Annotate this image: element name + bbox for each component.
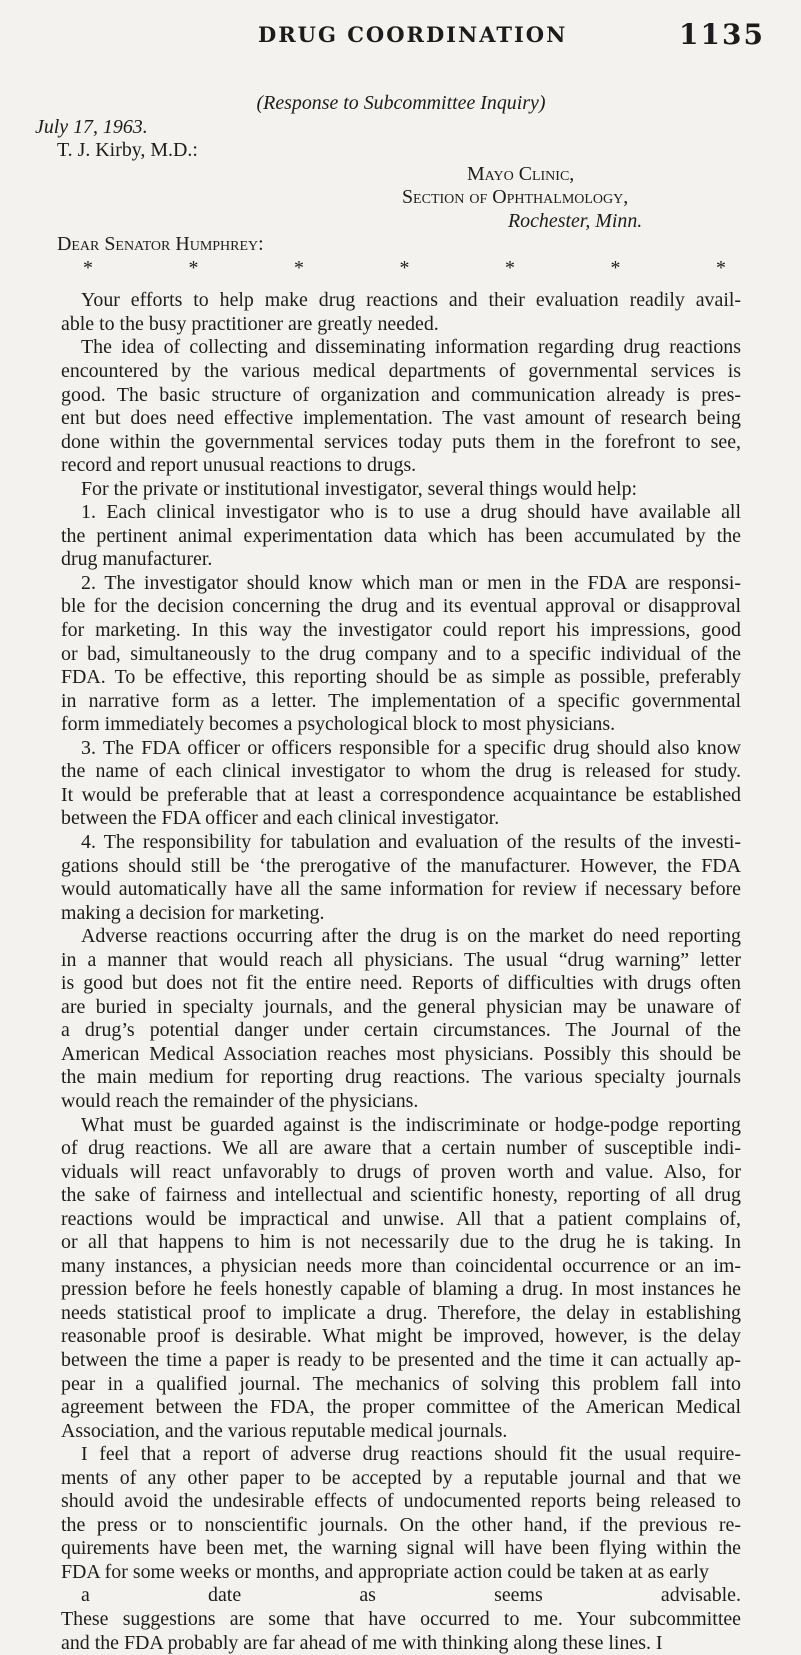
ellipsis-star: *: [188, 256, 199, 279]
text-line: the name of each clinical investigator to whom the drug is released for study.: [61, 760, 741, 783]
ellipsis-star: *: [505, 256, 515, 279]
address-line-2: Section of Ophthalmology,: [402, 186, 629, 209]
running-head: [0, 18, 801, 56]
text-line: the pertinent animal experimentation data which has been accumulated by the: [61, 524, 741, 547]
text-line: should avoid the undesirable effects of undocumented reports being released to: [61, 1490, 741, 1513]
text-line: ent but does need effective implementation. The vast amount of research being: [61, 407, 741, 430]
text-line: form immediately becomes a psychological block to most physicians.: [61, 713, 616, 736]
caption: (Response to Subcommittee Inquiry): [256, 92, 546, 114]
text-line: is good but does not fit the entire need. Reports of difficulties with drugs often: [61, 972, 741, 995]
text-line: a drug’s potential danger under certain circumstances. The Journal of the: [61, 1019, 741, 1042]
text-line: It would be preferable that at least a correspondence acquaintance be established: [61, 783, 741, 806]
text-line: or bad, simultaneously to the drug company and to a specific individual of the: [61, 642, 741, 665]
text-line: would automatically have all the same information for review if necessary before: [61, 878, 741, 901]
text-line: reasonable proof is desirable. What might be improved, however, is the delay: [61, 1325, 741, 1348]
text-line: good. The basic structure of organization and communication already is pres-: [61, 383, 741, 406]
text-line: For the private or institutional investigator, several things would help:: [81, 477, 638, 500]
ellipsis-star: *: [294, 256, 304, 279]
text-line: Adverse reactions occurring after the drug is on the market do need reporting: [81, 925, 741, 948]
text-line: FDA for some weeks or months, and appropriate action could be taken at as early: [61, 1560, 709, 1583]
text-line: a date as seems advisable.: [81, 1584, 741, 1607]
text-line: drug manufacturer.: [61, 548, 213, 571]
text-line: are buried in specialty journals, and the general physician may be unaware of: [61, 995, 741, 1018]
text-line: would reach the remainder of the physicians.: [61, 1089, 419, 1112]
text-line: The idea of collecting and disseminating information regarding drug reactions: [81, 336, 741, 359]
ellipsis-star: *: [716, 256, 726, 279]
text-line: or all that happens to him is not necessarily due to the drug he is taking. In: [61, 1231, 741, 1254]
text-line: 2. The investigator should know which man or men in the FDA are responsi-: [81, 571, 741, 594]
ellipsis-star: *: [610, 256, 621, 279]
text-line: American Medical Association reaches most physicians. Possibly this should be: [61, 1042, 741, 1065]
text-line: between the time a paper is ready to be presented and the time it can actually ap-: [61, 1348, 741, 1371]
ellipsis-star: *: [399, 256, 410, 279]
text-line: making a decision for marketing.: [61, 901, 325, 924]
ellipsis-row: [61, 257, 741, 281]
text-line: Your efforts to help make drug reactions and their evaluation readily avail-: [81, 289, 741, 312]
text-line: agreement between the FDA, the proper committee of the American Medical: [61, 1396, 741, 1419]
signatory: T. J. Kirby, M.D.:: [57, 139, 198, 162]
running-head-title: DRUG COORDINATION: [258, 22, 568, 47]
text-line: encountered by the various medical departments of governmental services is: [61, 360, 741, 383]
text-line: 3. The FDA officer or officers responsible for a specific drug should also know: [81, 736, 741, 759]
text-line: Association, and the various reputable medical journals.: [61, 1419, 508, 1442]
text-line: ments of any other paper to be accepted by a reputable journal and that we: [61, 1466, 741, 1489]
text-line: pression before he feels honestly capable of blaming a drug. In most instances he: [61, 1278, 741, 1301]
text-line: 1. Each clinical investigator who is to use a drug should have available all: [81, 501, 741, 524]
letter-paragraphs: [61, 289, 741, 1655]
text-line: the sake of fairness and intellectual and scientific honesty, reporting of all drug: [61, 1184, 741, 1207]
text-line: needs statistical proof to implicate a drug. Therefore, the delay in establishing: [61, 1301, 741, 1324]
text-line: What must be guarded against is the indiscriminate or hodge-podge reporting: [81, 1113, 741, 1136]
ellipsis-star: *: [83, 256, 93, 279]
date-line: July 17, 1963.: [35, 115, 148, 138]
text-line: gations should still be ‘the prerogative of the manufacturer. However, the FDA: [61, 854, 741, 877]
text-line: viduals will react unfavorably to drugs of proven worth and value. Also, for: [61, 1160, 741, 1183]
text-line: pear in a qualified journal. The mechanics of solving this problem fall into: [61, 1372, 741, 1395]
text-line: reactions would be impractical and unwise. All that a patient complains of,: [61, 1207, 741, 1230]
text-line: of drug reactions. We all are aware that a certain number of susceptible indi-: [61, 1137, 741, 1160]
text-line: between the FDA officer and each clinical investigator.: [61, 807, 500, 830]
text-line: ble for the decision concerning the drug and its eventual approval or disapproval: [61, 595, 741, 618]
text-line: and the FDA probably are far ahead of me with thinking along these lines. I: [61, 1631, 663, 1654]
text-line: FDA. To be effective, this reporting should be as simple as possible, preferably: [61, 666, 741, 689]
text-line: the press or to nonscientific journals. On the other hand, if the previous re-: [61, 1513, 741, 1536]
text-line: done within the governmental services today puts them in the forefront to see,: [61, 430, 741, 453]
text-line: quirements have been met, the warning signal will have been flying within the: [61, 1537, 741, 1560]
letter-body: [35, 92, 741, 1655]
text-line: for marketing. In this way the investigator could report his impressions, good: [61, 619, 741, 642]
text-line: able to the busy practitioner are greatly needed.: [61, 312, 439, 335]
address-line-3: Rochester, Minn.: [508, 209, 643, 232]
text-line: the main medium for reporting drug reactions. The various specialty journals: [61, 1066, 741, 1089]
text-line: These suggestions are some that have occurred to me. Your subcommittee: [61, 1608, 741, 1630]
page-number: 1135: [679, 18, 765, 51]
address-line-1: Mayo Clinic,: [467, 162, 575, 185]
text-line: many instances, a physician needs more than coincidental occurrence or an im-: [61, 1254, 741, 1277]
text-line: 4. The responsibility for tabulation and evaluation of the results of the investi-: [81, 830, 741, 853]
text-line: in a manner that would reach all physicians. The usual “drug warning” letter: [61, 948, 741, 971]
text-line: in narrative form as a letter. The implementation of a specific governmental: [61, 689, 741, 712]
salutation: Dear Senator Humphrey:: [57, 233, 264, 256]
text-line: record and report unusual reactions to drugs.: [61, 454, 417, 477]
text-line: I feel that a report of adverse drug reactions should fit the usual require-: [81, 1443, 741, 1466]
